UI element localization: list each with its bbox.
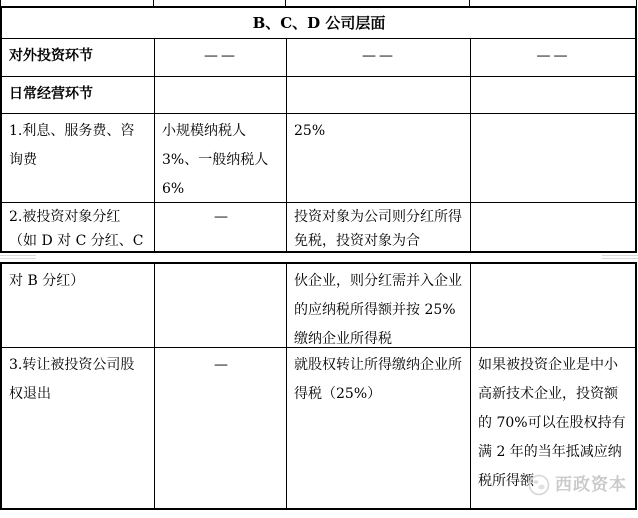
table-cell	[471, 348, 635, 508]
previous-row-remnant	[0, 0, 637, 6]
table-row-interest-fees	[2, 114, 635, 203]
remnant-cell	[470, 0, 636, 6]
table-cell	[471, 264, 635, 347]
table-segment-top	[0, 6, 637, 253]
table-row-section-header	[2, 8, 635, 39]
table-cell: 伙企业，则分红需并入企业的应纳税所得额并按 25%缴纳企业所得税	[287, 264, 471, 347]
table-cell	[287, 77, 471, 113]
watermark	[528, 474, 627, 496]
remnant-cell	[286, 0, 470, 6]
table-cell: 小规模纳税人 3%、一般纳税人 6%	[155, 114, 287, 202]
row-label: 1.利息、服务费、咨询费	[2, 114, 155, 202]
table-cell: 就股权转让所得缴纳企业所得税（25%）	[287, 348, 471, 508]
row-label: 对外投资环节	[2, 39, 155, 76]
table-cell	[155, 77, 287, 113]
table-segment-bottom	[0, 262, 637, 510]
table-cell	[471, 203, 635, 251]
table-row-invest-stage	[2, 39, 635, 77]
table-cell: —	[155, 203, 287, 251]
table-row-equity-exit	[2, 348, 635, 508]
page-edge-mark	[0, 255, 36, 256]
remnant-cell	[154, 0, 286, 6]
table-row-daily-stage	[2, 77, 635, 114]
table-cell: —	[155, 348, 287, 508]
watermark-text: 西政资本	[555, 475, 627, 495]
table-cell	[471, 114, 635, 202]
page-edge-mark	[602, 255, 638, 256]
table-row-dividend-part1	[2, 203, 635, 251]
remnant-cell	[1, 0, 154, 6]
section-title: B、C、D 公司层面	[252, 14, 386, 32]
table-cell: ——	[287, 39, 471, 76]
row-label: 2.被投资对象分红（如 D 对 C 分红、C	[2, 203, 155, 251]
table-cell	[155, 264, 287, 347]
row-label: 对 B 分红）	[2, 264, 155, 347]
table-row-dividend-part2	[2, 264, 635, 348]
table-cell: 投资对象为公司则分红所得免税，投资对象为合	[287, 203, 471, 251]
table-cell: 25%	[287, 114, 471, 202]
cell-text: 如果被投资企业是中小高新技术企业，投资额的 70%可以在股权持有满 2 年的当年抵减应纳税所得额	[478, 357, 626, 489]
table-cell: ——	[155, 39, 287, 76]
page-break-gap	[0, 253, 638, 262]
row-label: 日常经营环节	[2, 77, 155, 113]
table-cell	[471, 77, 635, 113]
row-label: 3.转让被投资公司股权退出	[2, 348, 155, 508]
table-cell: ——	[536, 48, 571, 64]
